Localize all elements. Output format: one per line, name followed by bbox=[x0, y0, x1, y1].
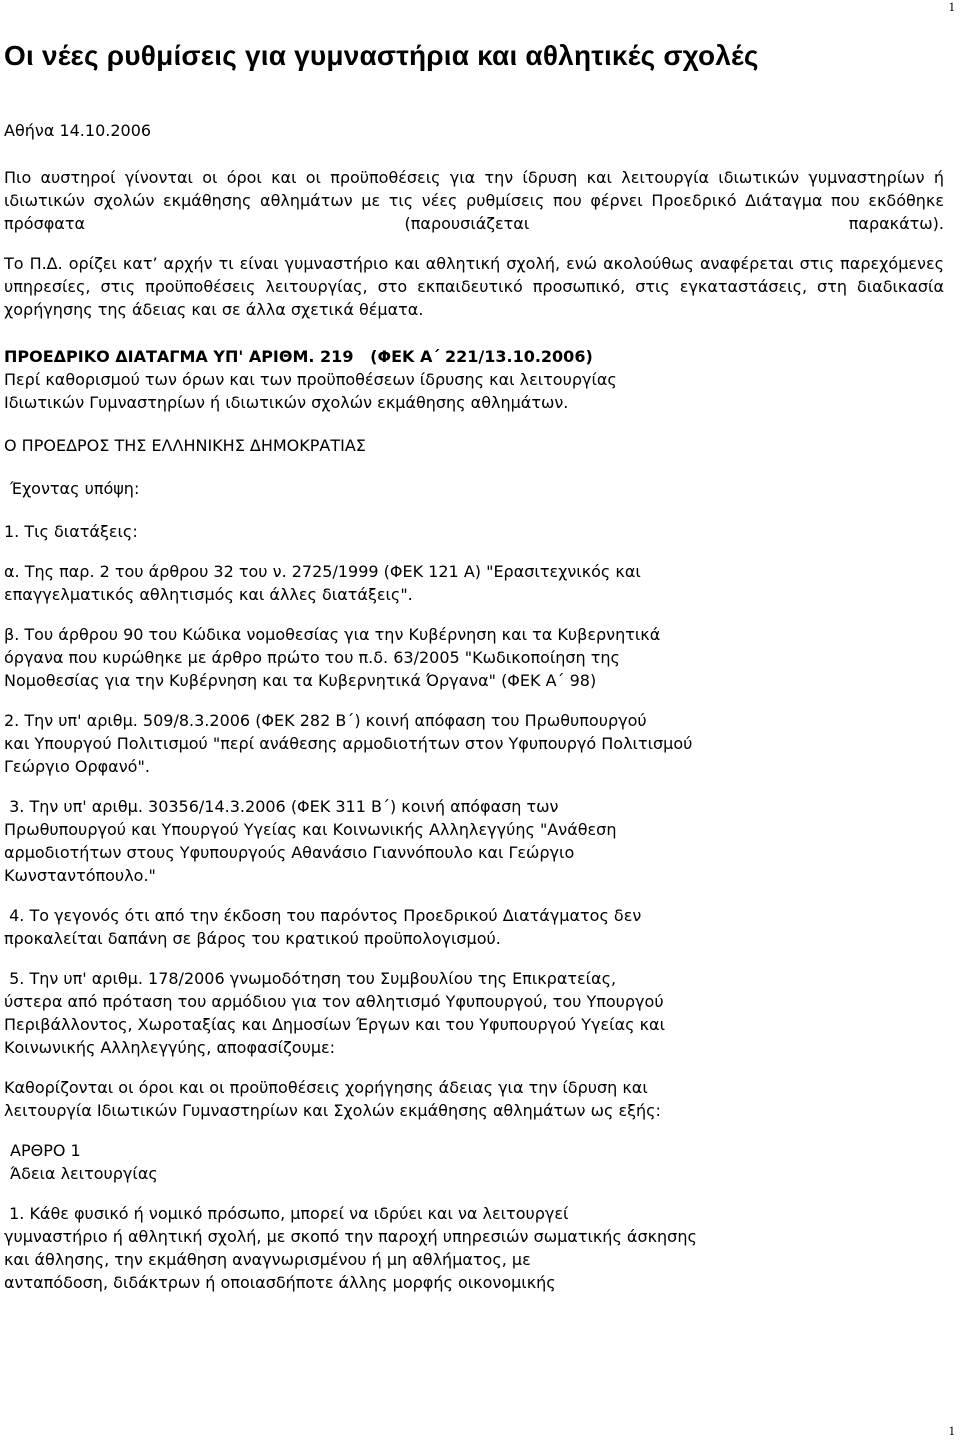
president-heading: Ο ΠΡΟΕΔΡΟΣ ΤΗΣ ΕΛΛΗΝΙΚΗΣ ΔΗΜΟΚΡΑΤΙΑΣ bbox=[4, 436, 366, 455]
intro-paragraph-1: Πιο αυστηροί γίνονται οι όροι και οι προϋποθέσεις για την ίδρυση και λειτουργία ιδιωτικών γυμναστηρίων ή ιδιωτικών σχολών εκμάθησης αθλημάτων με τις νέες ρυθμίσεις που φέρνει Προεδρικό Διάταγμα που εκδόθηκε πρόσφατα (παρουσιάζεται παρακάτω). bbox=[4, 168, 944, 233]
item-3-line: Κωνσταντόπουλο." bbox=[4, 866, 156, 885]
decree-heading: ΠΡΟΕΔΡΙΚΟ ΔΙΑΤΑΓΜΑ ΥΠ' ΑΡΙΘΜ. 219 (ΦΕΚ Α΄ 221/13.10.2006) bbox=[4, 347, 593, 366]
item-5-line: ύστερα από πρόταση του αρμόδιου για τον αθλητισμό Υφυπουργού, του Υπουργού bbox=[4, 992, 664, 1011]
having-regard: Έχοντας υπόψη: bbox=[10, 479, 140, 498]
item-3-line: αρμοδιοτήτων στους Υφυπουργούς Αθανάσιο Γιαννόπουλο και Γεώργιο bbox=[4, 843, 575, 862]
item-1: 1. Τις διατάξεις: bbox=[4, 522, 138, 541]
decree-subtitle-line: Περί καθορισμού των όρων και των προϋποθέσεων ίδρυσης και λειτουργίας bbox=[4, 370, 617, 389]
item-5-line: Κοινωνικής Αλληλεγγύης, αποφασίζουμε: bbox=[4, 1038, 336, 1057]
decision-line: λειτουργία Ιδιωτικών Γυμναστηρίων και Σχολών εκμάθησης αθλημάτων ως εξής: bbox=[4, 1101, 661, 1120]
item-2-line: και Υπουργού Πολιτισμού "περί ανάθεσης αρμοδιοτήτων στον Υφυπουργό Πολιτισμού bbox=[4, 734, 693, 753]
page-number-bottom: 1 bbox=[948, 1423, 955, 1438]
item-2-line: Γεώργιο Ορφανό". bbox=[4, 757, 150, 776]
intro-paragraph-2: Το Π.Δ. ορίζει κατ’ αρχήν τι είναι γυμναστήριο και αθλητική σχολή, ενώ ακολούθως αναφέρεται στις παρεχόμενες υπηρεσίες, στις προϋποθέσεις λειτουργίας, στο εκπαιδευτικό προσωπικό, στις εγκαταστάσεις, στη διαδικασία χορήγησης της άδειας και σε άλλα σχετικά θέματα. bbox=[4, 254, 944, 319]
article-1-line: γυμναστήριο ή αθλητική σχολή, με σκοπό την παροχή υπηρεσιών σωματικής άσκησης bbox=[4, 1227, 697, 1246]
item-4-line: 4. Το γεγονός ότι από την έκδοση του παρόντος Προεδρικού Διατάγματος δεν bbox=[4, 906, 642, 925]
article-1-line: ανταπόδοση, διδάκτρων ή οποιασδήποτε άλλης μορφής οικονομικής bbox=[4, 1273, 556, 1292]
item-1b-line: Νομοθεσίας για την Κυβέρνηση και τα Κυβερνητικά Όργανα" (ΦΕΚ Α΄ 98) bbox=[4, 671, 597, 690]
item-1a-line: επαγγελματικός αθλητισμός και άλλες διατάξεις". bbox=[4, 585, 413, 604]
page-number-top: 1 bbox=[948, 0, 955, 14]
decision-line: Καθορίζονται οι όροι και οι προϋποθέσεις χορήγησης άδειας για την ίδρυση και bbox=[4, 1078, 648, 1097]
article-body bbox=[4, 119, 944, 1294]
article-1-subtitle: Άδεια λειτουργίας bbox=[10, 1164, 158, 1183]
item-5-line: 5. Την υπ' αριθμ. 178/2006 γνωμοδότηση του Συμβουλίου της Επικρατείας, bbox=[4, 969, 617, 988]
item-4-line: προκαλείται δαπάνη σε βάρος του κρατικού προϋπολογισμού. bbox=[4, 929, 501, 948]
decree-subtitle-line: Ιδιωτικών Γυμναστηρίων ή ιδιωτικών σχολών εκμάθησης αθλημάτων. bbox=[4, 393, 569, 412]
item-1b-line: β. Του άρθρου 90 του Κώδικα νομοθεσίας για την Κυβέρνηση και τα Κυβερνητικά bbox=[4, 625, 661, 644]
item-3-line: Πρωθυπουργού και Υπουργού Υγείας και Κοινωνικής Αλληλεγγύης "Ανάθεση bbox=[4, 820, 617, 839]
item-1a-line: α. Της παρ. 2 του άρθρου 32 του ν. 2725/1999 (ΦΕΚ 121 Α) "Ερασιτεχνικός και bbox=[4, 562, 641, 581]
item-1b-line: όργανα που κυρώθηκε με άρθρο πρώτο του π.δ. 63/2005 "Κωδικοποίηση της bbox=[4, 648, 620, 667]
item-3-line: 3. Την υπ' αριθμ. 30356/14.3.2006 (ΦΕΚ 311 Β΄) κοινή απόφαση των bbox=[4, 797, 559, 816]
article-1-line: 1. Κάθε φυσικό ή νομικό πρόσωπο, μπορεί να ιδρύει και να λειτουργεί bbox=[4, 1204, 569, 1223]
article-title: Οι νέες ρυθμίσεις για γυμναστήρια και αθλητικές σχολές bbox=[4, 40, 759, 71]
item-2-line: 2. Την υπ' αριθμ. 509/8.3.2006 (ΦΕΚ 282 Β΄) κοινή απόφαση του Πρωθυπουργού bbox=[4, 711, 647, 730]
item-5-line: Περιβάλλοντος, Χωροταξίας και Δημοσίων Έργων και του Υφυπουργού Υγείας και bbox=[4, 1015, 665, 1034]
article-1-line: και άθλησης, την εκμάθηση αναγνωρισμένου ή μη αθλήματος, με bbox=[4, 1250, 531, 1269]
dateline: Αθήνα 14.10.2006 bbox=[4, 121, 152, 140]
article-1-heading: ΑΡΘΡΟ 1 bbox=[10, 1141, 81, 1160]
